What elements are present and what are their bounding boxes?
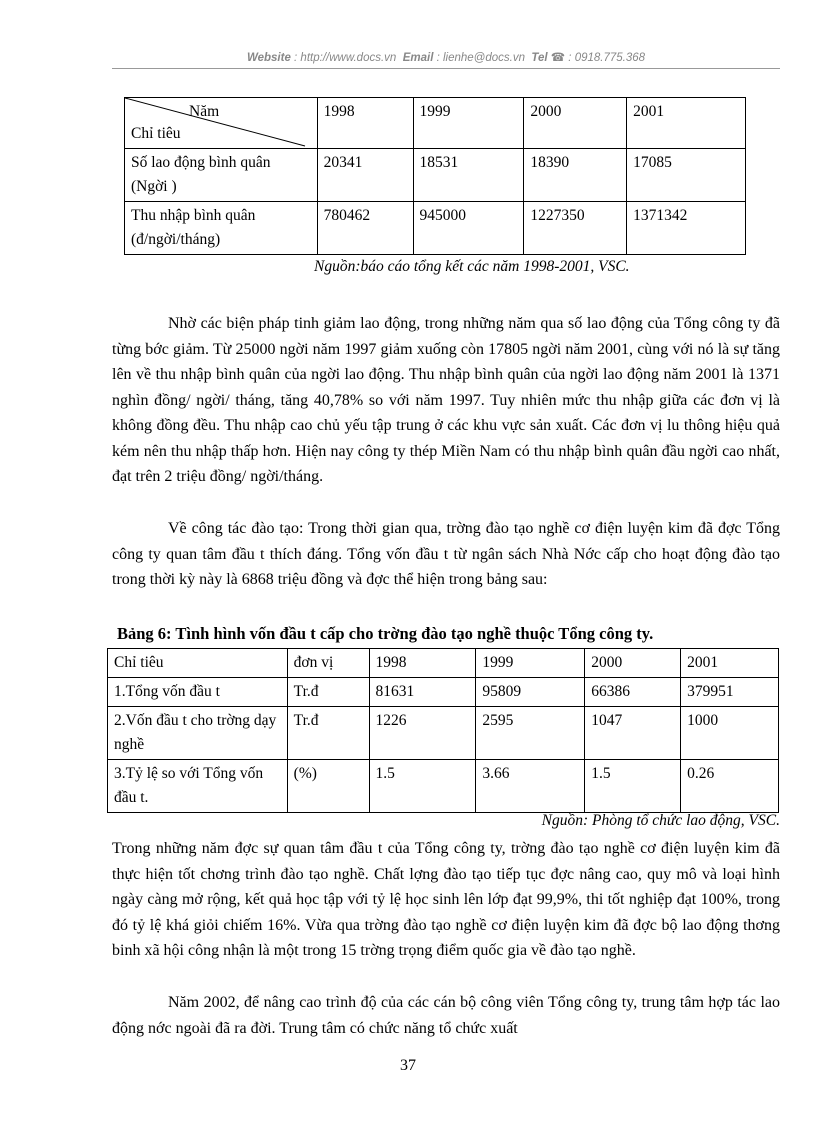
email-value: : lienhe@docs.vn — [436, 52, 525, 64]
table-cell: 17085 — [627, 149, 746, 202]
paragraph-cooperation-center: Năm 2002, để nâng cao trình độ của các cán bộ công viên Tổng công ty, trung tâm hợp tác lao động nớc ngoài đã ra đời. Trung tâm có chức năng tổ chức xuất — [112, 994, 780, 1037]
table-cell: 1.5 — [585, 760, 681, 813]
column-header: 2001 — [681, 649, 779, 678]
table1-source: Nguồn:báo cáo tổng kết các năm 1998-2001, VSC. — [314, 258, 630, 275]
labor-income-table — [124, 97, 746, 255]
table-row — [108, 707, 779, 760]
table-cell: 3.66 — [476, 760, 585, 813]
table-row — [108, 760, 779, 813]
column-header: 2000 — [585, 649, 681, 678]
diagonal-header-cell — [125, 98, 318, 149]
table-cell: 379951 — [681, 678, 779, 707]
table-cell: 66386 — [585, 678, 681, 707]
table-cell: 81631 — [369, 678, 476, 707]
row-label: 1.Tổng vốn đầu t — [108, 678, 288, 707]
website-value: : http://www.docs.vn — [294, 52, 397, 64]
indicator-axis-label: Chỉ tiêu — [131, 125, 181, 142]
table2-caption: Bảng 6: Tình hình vốn đầu t cấp cho trờng đào tạo nghề thuộc Tổng công ty. — [117, 624, 654, 643]
year-header: 2000 — [524, 98, 627, 149]
table-cell: Tr.đ — [287, 678, 369, 707]
row-label: Thu nhập bình quân (đ/ngời/tháng) — [125, 202, 318, 255]
page-header — [112, 50, 780, 64]
table-row — [108, 678, 779, 707]
table-cell: (%) — [287, 760, 369, 813]
table-cell: 18531 — [413, 149, 524, 202]
paragraph-training-results: Trong những năm đợc sự quan tâm đầu t của Tổng công ty, trờng đào tạo nghề cơ điện luyện kim đã thực hiện tốt chơng trình đào tạo nghề. Chất lợng đào tạo tiếp tục đợc nâng cao, quy mô và loại hình ngày càng mở rộng, kết quả học tập với tỷ lệ học sinh lên lớp đạt 99,9%, thi tốt nghiệp đạt 100%, trong đó tỷ lệ khá giỏi chiếm 16%. Vừa qua trờng đào tạo nghề cơ điện luyện kim đã đợc bộ lao động thơng binh xã hội công nhận là một trong 15 trờng trọng điểm quốc gia về đào tạo nghề. — [112, 840, 780, 959]
column-header: Chỉ tiêu — [108, 649, 288, 678]
row-label: 3.Tỷ lệ so với Tổng vốn đầu t. — [108, 760, 288, 813]
paragraph-labor: Nhờ các biện pháp tinh giảm lao động, trong những năm qua số lao động của Tổng công ty đã từng bớc giảm. Từ 25000 ngời năm 1997 giảm xuống còn 17805 ngời năm 2001, cùng với nó là sự tăng lên về thu nhập bình quân của ngời lao động. Thu nhập bình quân của ngời lao động năm 2001 là 1371 nghìn đồng/ ngời/ tháng, tăng 40,78% so với năm 1997. Tuy nhiên mức thu nhập giữa các đơn vị là không đồng đều. Thu nhập cao chủ yếu tập trung ở các khu vực sản xuất. Các đơn vị lu thông hiệu quả kém nên thu nhập thấp hơn. Hiện nay công ty thép Miền Nam có thu nhập bình quân đầu ngời cao nhất, đạt trên 2 triệu đồng/ ngời/tháng. — [112, 315, 780, 485]
year-header: 1998 — [317, 98, 413, 149]
table-row — [108, 649, 779, 678]
row-label: 2.Vốn đầu t cho trờng dạy nghề — [108, 707, 288, 760]
table-cell: 945000 — [413, 202, 524, 255]
table2-source: Nguồn: Phòng tổ chức lao động, VSC. — [541, 812, 780, 829]
table-cell: 780462 — [317, 202, 413, 255]
header-divider — [112, 68, 780, 69]
year-axis-label: Năm — [189, 103, 220, 120]
table-row — [125, 149, 746, 202]
paragraph-training: Về công tác đào tạo: Trong thời gian qua, trờng đào tạo nghề cơ điện luyện kim đã đợc Tổng công ty quan tâm đầu t thích đáng. Tổng vốn đầu t từ ngân sách Nhà Nớc cấp cho hoạt động đào tạo trong thời kỳ này là 6868 triệu đồng và đợc thể hiện trong bảng sau: — [112, 520, 780, 588]
tel-value: ☎ : 0918.775.368 — [550, 52, 646, 64]
table-cell: 1047 — [585, 707, 681, 760]
tel-label: Tel — [531, 52, 548, 64]
table-cell: 0.26 — [681, 760, 779, 813]
table-cell: 1226 — [369, 707, 476, 760]
row-label: Số lao động bình quân (Ngời ) — [125, 149, 318, 202]
table-cell: 1.5 — [369, 760, 476, 813]
website-label: Website — [246, 52, 291, 64]
table-cell: 1227350 — [524, 202, 627, 255]
table-cell: 20341 — [317, 149, 413, 202]
column-header: 1998 — [369, 649, 476, 678]
table-cell: 2595 — [476, 707, 585, 760]
year-header: 1999 — [413, 98, 524, 149]
table-row — [125, 202, 746, 255]
table-cell: 1000 — [681, 707, 779, 760]
table-cell: 95809 — [476, 678, 585, 707]
table-cell: 18390 — [524, 149, 627, 202]
table-cell: 1371342 — [627, 202, 746, 255]
investment-table — [107, 648, 779, 813]
email-label: Email — [402, 52, 434, 64]
year-header: 2001 — [627, 98, 746, 149]
column-header: đơn vị — [287, 649, 369, 678]
table-cell: Tr.đ — [287, 707, 369, 760]
column-header: 1999 — [476, 649, 585, 678]
table-row — [125, 98, 746, 149]
page-number: 37 — [400, 1057, 416, 1074]
